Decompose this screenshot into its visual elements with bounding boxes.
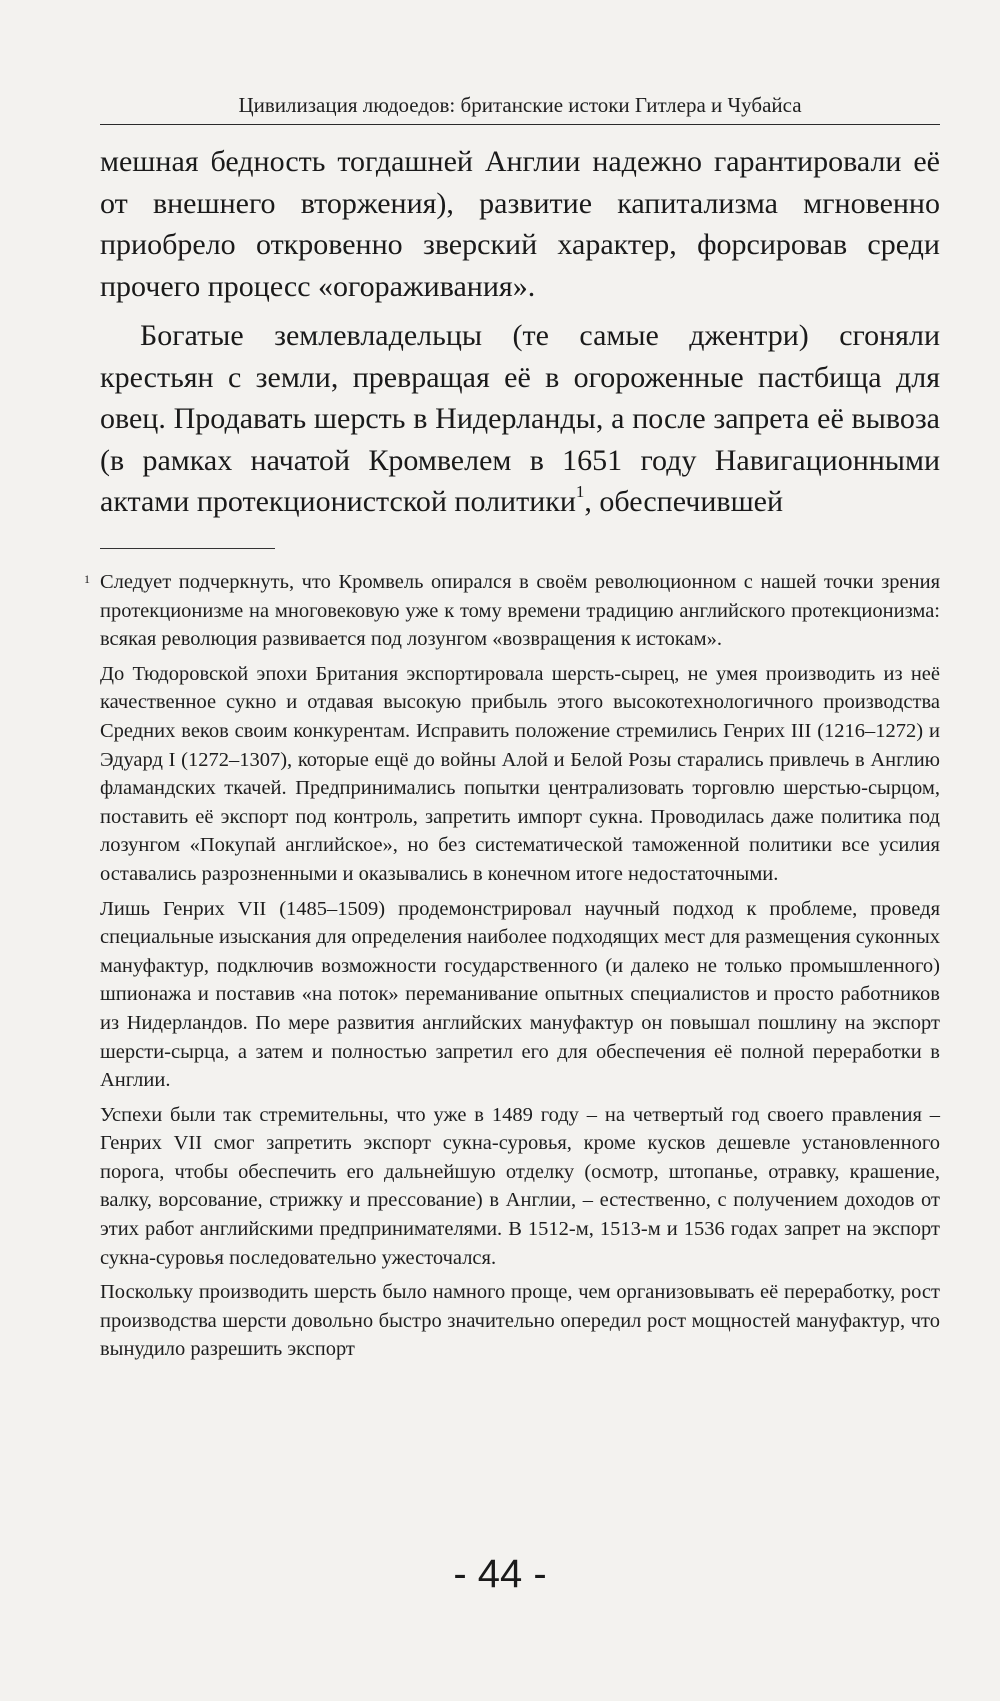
main-paragraph: мешная бедность тогдашней Англии надежно гарантировали её от внешнего вторжения), развитие капитализма мгновенно приобрело откровенно зверский характер, форсировав среди прочего процесс «огораживания». [100, 145, 940, 303]
footnote-paragraph: Поскольку производить шерсть было намного проще, чем организовывать её переработку, рост производства шерсти довольно быстро значительно опередил рост мощностей мануфактур, что вынудило разрешить экспорт [100, 1281, 940, 1361]
footnote-number: 1 [84, 572, 90, 586]
main-text [100, 141, 940, 531]
footnote-paragraph: До Тюдоровской эпохи Британия экспортировала шерсть-сырец, не умея производить из неё качественное сукно и отдавая высокую прибыль этого высокотехнологичного производства Средних веков своим конкурентам. Исправить положение стремились Генрих III (1216–1272) и Эдуард I (1272–1307), которые ещё до войны Алой и Белой Розы старались привлечь в Англию фламандских ткачей. Предпринимались попытки централизовать торговлю шерстью-сырцом, поставить её экспорт под контроль, запретить импорт сукна. Проводилась даже политика под лозунгом «Покупай английское», но без систематической таможенной политики все усилия оставались разрозненными и оказывались в конечном итоге недостаточными. [100, 662, 940, 885]
footnote-paragraph [84, 568, 940, 654]
header-rule [100, 124, 940, 125]
footnote-text: Следует подчеркнуть, что Кромвель опирался в своём революционном с нашей точки зрения протекционизме на многовековую уже к тому времени традицию английского протекционизма: всякая революция развивается под лозунгом «возвращения к истокам». [100, 571, 940, 651]
running-header: Цивилизация людоедов: британские истоки Гитлера и Чубайса [238, 93, 802, 117]
main-text-segment: Богатые землевладельцы (те самые джентри) сгоняли крестьян с земли, превращая её в огороженные пастбища для овец. Продавать шерсть в Нидерланды, а после запрета её вывоза (в рамках начатой Кромвелем в 1651 году Навигационными актами протекционистской политики [100, 319, 940, 518]
main-text-segment: , обеспечившей [584, 485, 784, 518]
main-paragraph [100, 315, 940, 523]
footnote-separator [100, 548, 275, 549]
footnotes [84, 568, 940, 1370]
footnote-paragraph: Лишь Генрих VII (1485–1509) продемонстрировал научный подход к проблеме, проведя специальные изыскания для определения наиболее подходящих мест для размещения суконных мануфактур, подключив возможности государственного (и далеко не только промышленного) шпионажа и поставив «на поток» переманивание опытных специалистов и просто работников из Нидерландов. По мере развития английских мануфактур он повышал пошлину на экспорт шерсти-сырца, а затем и полностью запретил его для обеспечения её полной переработки в Англии. [100, 897, 940, 1092]
footnote-reference[interactable]: 1 [575, 482, 585, 501]
footnote-paragraph: Успехи были так стремительны, что уже в 1489 году – на четвертый год своего правления – Генрих VII смог запретить экспорт сукна-суровья, кроме кусков дешевле установленного порога, чтобы обеспечить его дальнейшую отделку (осмотр, штопанье, отравку, крашение, валку, ворсование, стрижку и прессование) в Англии, – естественно, с получением доходов от этих работ английскими предпринимателями. В 1512-м, 1513-м и 1536 годах запрет на экспорт сукна-суровья последовательно ужесточался. [100, 1103, 940, 1269]
page-number: - 44 - [453, 1552, 547, 1596]
